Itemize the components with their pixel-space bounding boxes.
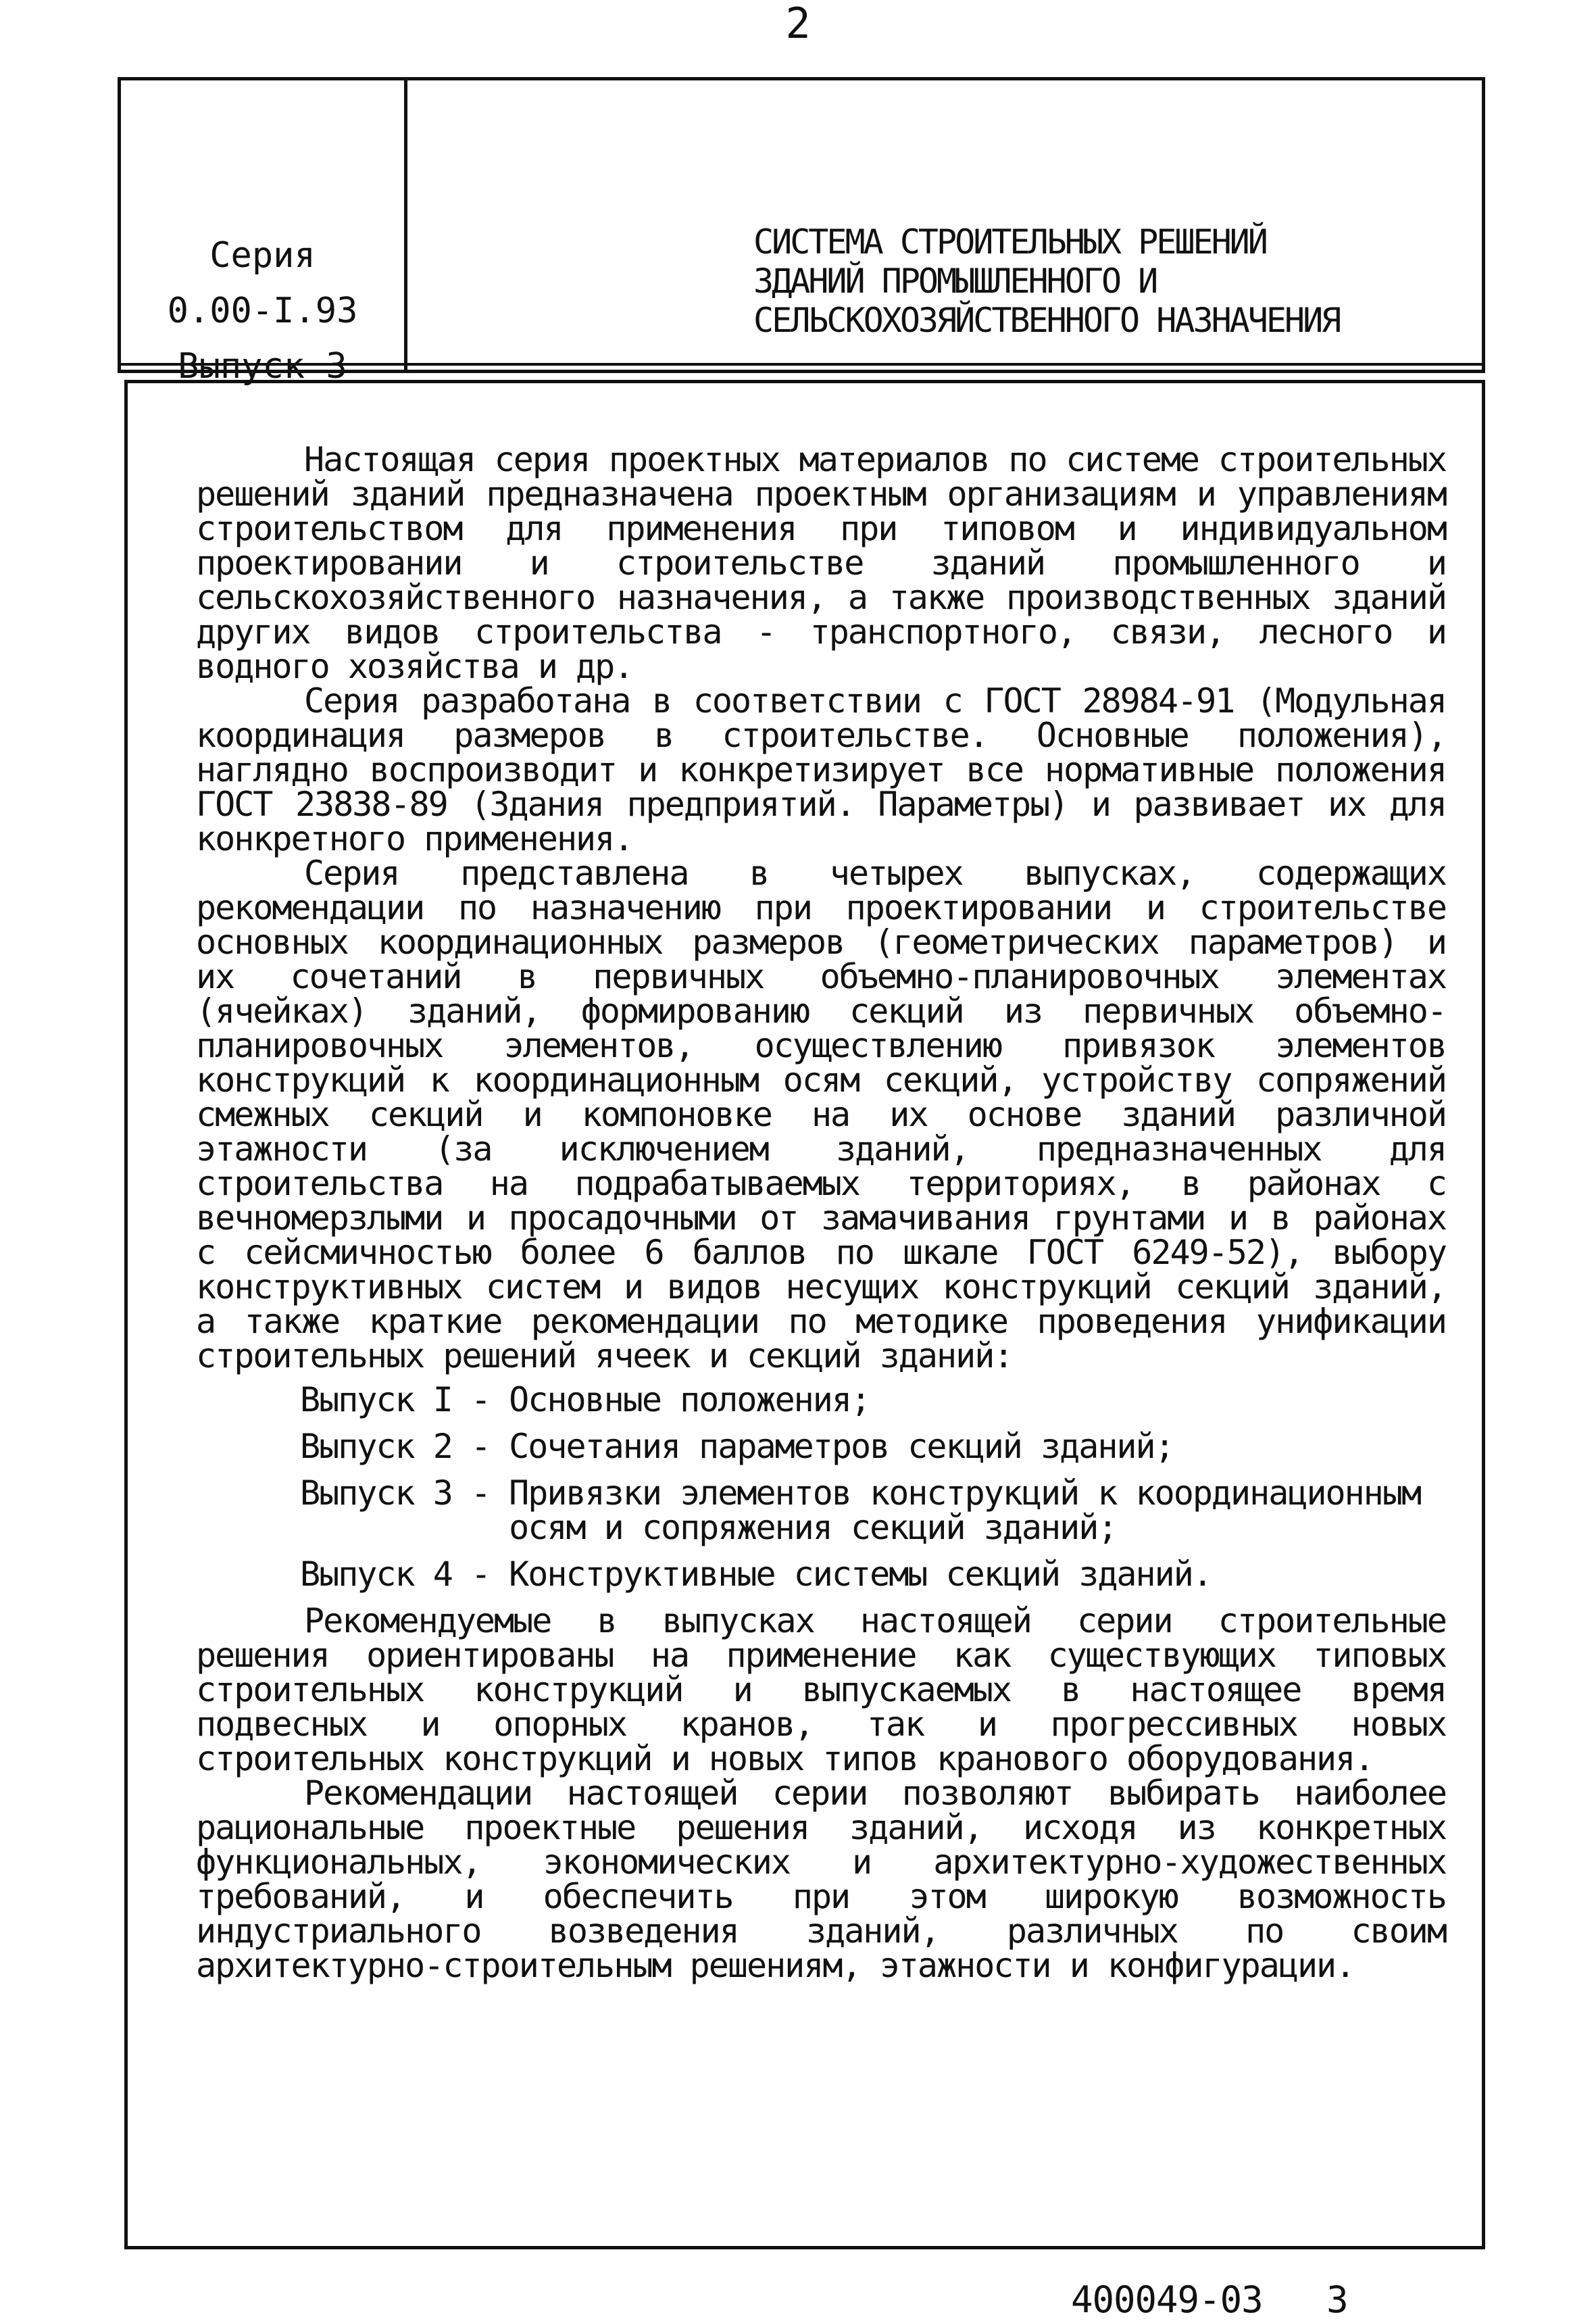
title-line-2: ЗДАНИЙ ПРОМЫШЛЕННОГО И (753, 262, 1157, 301)
paragraph-contents: Серия представлена в четырех выпусках, содержащих рекомендации по назначению при проектировании и строительстве основных координационных размеров (геометрических параметров) и их сочетаний в первичных объемно-планировочных элементах (ячейках) зданий, формированию секций из первичных объемно-планировочных элементов, осуществлению привязок элементов конструкций к координационным осям секций, устройству сопряжений смежных секций и компоновке на их основе зданий различной этажности (за исключением зданий, предназначенных для строительства на подрабатываемых территориях, в районах с вечномерзлыми и просадочными от замачивания грунтами и в районах с сейсмичностью более 6 баллов по шкале ГОСТ 6249-52), выбору конструктивных систем и видов несущих конструкций секций зданий, а также краткие рекомендации по методике проведения унификации строительных решений ячеек и секций зданий: (196, 854, 1446, 1375)
issue-item-2 (196, 1427, 1446, 1466)
paragraph-benefits: Рекомендации настоящей серии позволяют выбирать наиболее рациональные проектные решения зданий, исходя из конкретных функциональных, экономических и архитектурно-художественных требований, и обеспечить при этом широкую возможность индустриального возведения зданий, различных по своим архитектурно-строительным решениям, этажности и конфигурации. (196, 1774, 1446, 1985)
issue-list (196, 1380, 1446, 1594)
document-title (407, 80, 1482, 370)
issue-item-3 (196, 1473, 1446, 1547)
issue-label: Выпуск 4 - (300, 1555, 509, 1594)
body-text (196, 440, 1446, 1985)
paragraph-purpose: Настоящая серия проектных материалов по системе строительных решений зданий предназначена проектным организациям и управлениям строительством для применения при типовом и индивидуальном проектировании и строительстве зданий промышленного и сельскохозяйственного назначения, а также производственных зданий других видов строительства - транспортного, связи, лесного и водного хозяйства и др. (196, 440, 1446, 686)
issue-text: Основные положения; (509, 1380, 870, 1419)
series-label: Серия (209, 235, 316, 276)
title-line-1: СИСТЕМА СТРОИТЕЛЬНЫХ РЕШЕНИЙ (753, 222, 1266, 262)
page-number: 2 (785, 0, 811, 48)
issue-text: Конструктивные системы секций зданий. (509, 1555, 1212, 1594)
issue-label: Выпуск 3 - (300, 1473, 509, 1513)
paragraph-standards: Серия разработана в соответствии с ГОСТ 28984-91 (Модульная координация размеров в строительстве. Основные положения), наглядно воспроизводит и конкретизирует все нормативные положения ГОСТ 23838-89 (Здания предприятий. Параметры) и развивает их для конкретного применения. (196, 681, 1446, 858)
issue-text: Сочетания параметров секций зданий; (509, 1427, 1174, 1466)
issue-label: Выпуск I - (300, 1380, 509, 1419)
title-block (118, 77, 1485, 387)
series-code: 0.00-I.93 (167, 291, 358, 331)
issue-item-1 (196, 1380, 1446, 1419)
issue-label: Выпуск 3 (178, 346, 347, 387)
issue-label: Выпуск 2 - (300, 1427, 509, 1466)
paragraph-recommended: Рекомендуемые в выпусках настоящей серии строительные решения ориентированы на применение как существующих типовых строительных конструкций и выпускаемых в настоящее время подвесных и опорных кранов, так и прогрессивных новых строительных конструкций и новых типов кранового оборудования. (196, 1601, 1446, 1778)
issue-text: Привязки элементов конструкций к координационным осям и сопряжения секций зданий; (509, 1473, 1421, 1547)
document-stamp: 400049-03 3 (1071, 2278, 1348, 2321)
series-info (121, 80, 407, 387)
issue-item-4 (196, 1557, 1446, 1592)
title-line-3: СЕЛЬСКОХОЗЯЙСТВЕННОГО НАЗНАЧЕНИЯ (753, 301, 1340, 340)
